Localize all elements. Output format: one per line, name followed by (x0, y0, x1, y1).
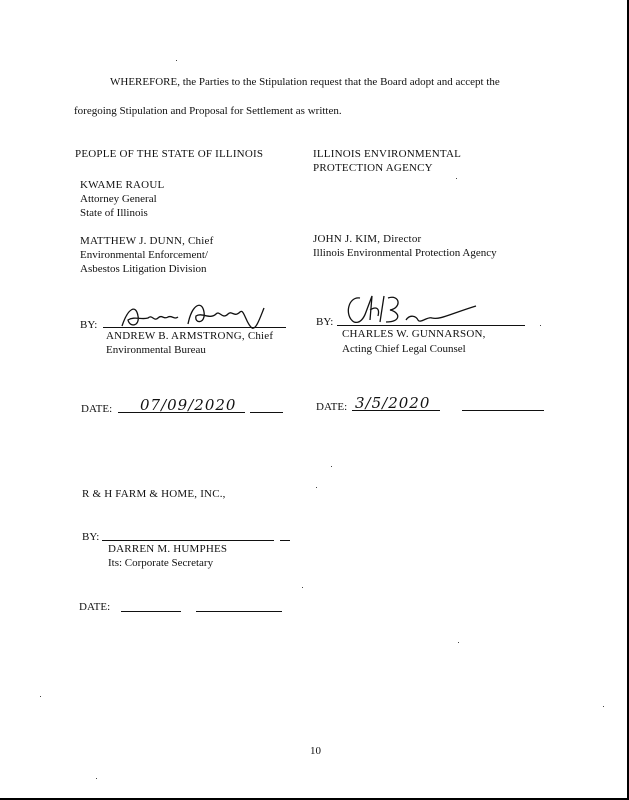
scan-speck (458, 642, 459, 643)
company-date-label: DATE: (79, 601, 111, 613)
left-by-label: BY: (80, 319, 98, 331)
director-name: JOHN J. KIM, Director (313, 233, 422, 245)
right-date-line (352, 410, 440, 411)
scan-speck (176, 60, 177, 61)
left-signature-line (103, 327, 286, 328)
left-date-value: 07/09/2020 (140, 396, 237, 414)
company-signature-line-tail (280, 540, 290, 541)
scan-speck (331, 466, 332, 467)
left-date-line (118, 412, 245, 413)
left-signer-name: ANDREW B. ARMSTRONG, Chief (106, 330, 274, 342)
attorney-general-name: KWAME RAOUL (80, 179, 165, 191)
scan-speck (316, 487, 317, 488)
director-title: Illinois Environmental Protection Agency (313, 247, 497, 259)
gunnarson-signature (340, 290, 480, 330)
attorney-general-title: Attorney General (80, 193, 157, 205)
company-by-label: BY: (82, 531, 100, 543)
scan-speck (96, 778, 97, 779)
left-date-label: DATE: (81, 403, 113, 415)
scan-speck (302, 587, 303, 588)
agency-heading-line-2: PROTECTION AGENCY (313, 162, 433, 174)
agency-heading-line-1: ILLINOIS ENVIRONMENTAL (313, 148, 462, 160)
scan-speck (540, 325, 541, 326)
chief-title-line-1: Environmental Enforcement/ (80, 249, 208, 261)
company-signer-title: Its: Corporate Secretary (108, 557, 214, 569)
left-date-line-extension (250, 412, 283, 413)
right-signature-line (337, 325, 525, 326)
scan-speck (603, 706, 604, 707)
scan-speck (40, 696, 41, 697)
right-date-value: 3/5/2020 (355, 394, 431, 412)
chief-name: MATTHEW J. DUNN, Chief (80, 235, 214, 247)
company-date-line-extension (196, 611, 282, 612)
paragraph-line-2: foregoing Stipulation and Proposal for Settlement as written. (74, 105, 342, 117)
company-heading: R & H FARM & HOME, INC., (82, 488, 226, 500)
right-by-label: BY: (316, 316, 334, 328)
right-date-label: DATE: (316, 401, 348, 413)
page-number: 10 (310, 745, 321, 757)
scan-speck (456, 178, 457, 179)
right-date-line-extension (462, 410, 544, 411)
paragraph-line-1: WHEREFORE, the Parties to the Stipulation request that the Board adopt and accept the (110, 76, 500, 88)
chief-title-line-2: Asbestos Litigation Division (80, 263, 207, 275)
right-signer-title: Acting Chief Legal Counsel (342, 343, 466, 355)
attorney-general-state: State of Illinois (80, 207, 148, 219)
company-signature-line (102, 540, 274, 541)
company-date-line (121, 611, 181, 612)
people-heading: PEOPLE OF THE STATE OF ILLINOIS (75, 148, 264, 160)
left-signer-title: Environmental Bureau (106, 344, 206, 356)
company-signer-name: DARREN M. HUMPHES (108, 543, 228, 555)
right-signer-name: CHARLES W. GUNNARSON, (342, 328, 486, 340)
